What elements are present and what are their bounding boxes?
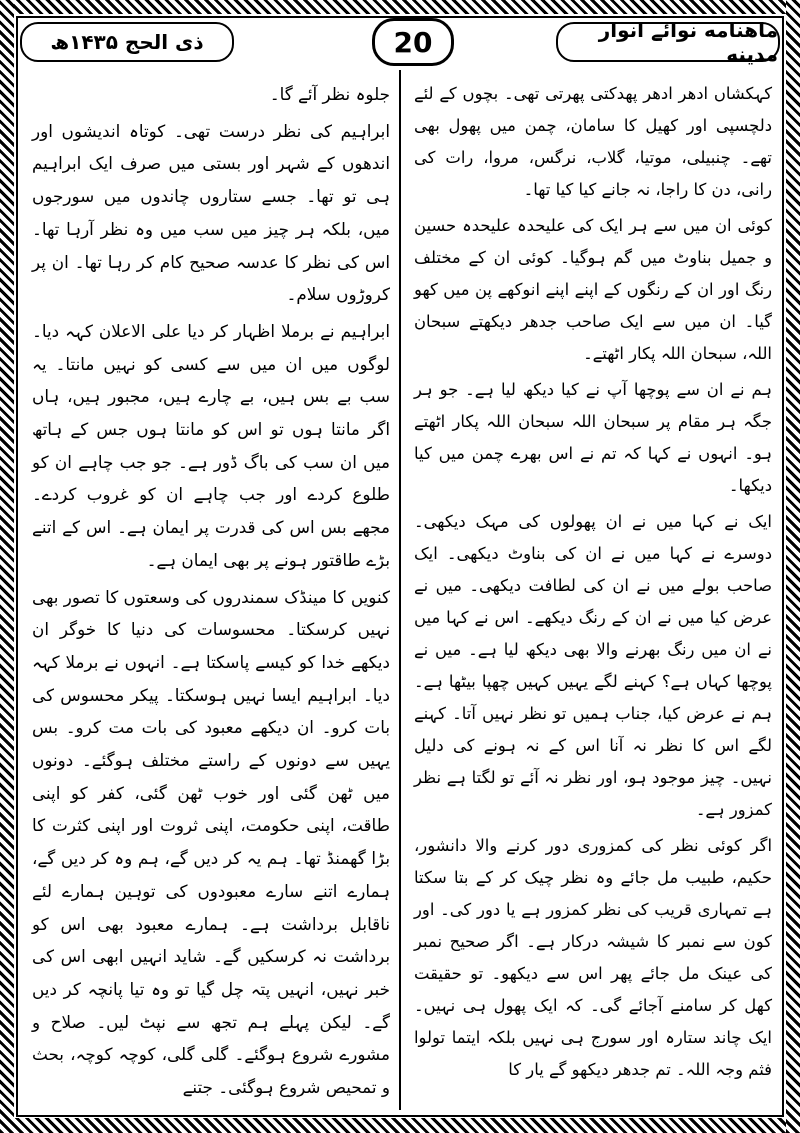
page-number: 20 bbox=[372, 18, 454, 66]
ornamental-border-left bbox=[0, 0, 14, 1133]
paragraph: ہم نے ان سے پوچھا آپ نے کیا دیکھ لیا ہے۔ جو ہر جگہ ہر مقام پر سبحان اللہ سبحان اللہ پکار اٹھتے ہو۔ انہوں نے کہا کہ تم نے اس بھرے چمن میں کیا دیکھا۔ bbox=[414, 380, 772, 495]
ornamental-border-right bbox=[786, 0, 800, 1133]
paragraph: کنویں کا مینڈک سمندروں کی وسعتوں کا تصور بھی نہیں کرسکتا۔ محسوسات کی دنیا کا خوگر ان دیکھے خدا کو کیسے پاسکتا ہے۔ انہوں نے برملا کہہ دیا۔ ابراہیم ایسا نہیں ہوسکتا۔ پیکر محسوس کی بات کرو۔ ان دیکھے معبود کی بات مت کرو۔ بس یہیں سے دونوں کے راستے مختلف ہوگئے۔ دونوں میں ٹھن گئی اور خوب ٹھن گئی، کفر کو اپنی طاقت، اپنی حکومت، اپنی ثروت اور اپنی کثرت کا بڑا گھمنڈ تھا۔ ہم یہ کر دیں گے، ہم وہ کر دیں گے، ہمارے اتنے سارے معبودوں کی توہین ہمارے لئے ناقابل برداشت ہے۔ ہمارے معبود بھی اس کو برداشت نہ کرسکیں گے۔ شاید انہیں ابھی اس کی خبر نہیں، انہیں پتہ چل گیا تو وہ تیا پانچہ کر دیں گے۔ لیکن پہلے ہم تجھ سے نپٹ لیں۔ صلاح و مشورے شروع ہوگئے۔ گلی گلی، کوچہ کوچہ، بحث و تمحیص شروع ہوگئی۔ جتنے bbox=[32, 586, 390, 1098]
paragraph: کہکشاں ادھر ادھر پھدکتی پھرتی تھی۔ بچوں کے لئے دلچسپی اور کھیل کا سامان، چمن میں پھول بھی تھے۔ چنبیلی، موتیا، گلاب، نرگس، مروا، رات کی رانی، دن کا راجا، نہ جانے کیا کیا تھا۔ bbox=[414, 84, 772, 199]
paragraph: کوئی ان میں سے ہر ایک کی علیحدہ علیحدہ حسین و جمیل بناوٹ میں گم ہوگیا۔ کوئی ان کے مختلف رنگ اور ان کے رنگوں کے اپنے اپنے انوکھے پن میں کھو گیا۔ ان میں سے ایک صاحب جدھر دیکھتے سبحان اللہ، سبحان اللہ پکار اٹھتے۔ bbox=[414, 216, 772, 363]
paragraph: اگر کوئی نظر کی کمزوری دور کرنے والا دانشور، حکیم، طبیب مل جائے وہ نظر چیک کر کے بتا سکتا ہے تمہاری قریب کی نظر کمزور ہے یا دور کی۔ اور کون سے نمبر کا شیشہ درکار ہے۔ اگر صحیح نمبر کی عینک مل جائے پھر اس سے دیکھو۔ تو حقیقت کھل کر سامنے آجائے گی۔ کہ ایک پھول ہی نہیں۔ ایک چاند ستارہ اور سورج ہی نہیں بلکہ ایتما تولوا فثم وجہ اللہ۔ تم جدھر دیکھو گے یار کا bbox=[414, 836, 772, 1079]
column-divider bbox=[399, 70, 401, 1110]
right-column bbox=[414, 78, 772, 1090]
ornamental-border-bottom bbox=[0, 1118, 800, 1133]
page-header bbox=[20, 18, 780, 64]
ornamental-border-top bbox=[0, 0, 800, 14]
paragraph: ابراہیم نے برملا اظہار کر دیا علی الاعلان کہہ دیا۔ لوگوں میں ان میں سے کسی کو نہیں مانتا۔ یہ سب بے بس ہیں، بے چارے ہیں، مجبور ہیں، ہاں اگر مانتا ہوں تو اس کو مانتا ہوں جس کے ہاتھ میں ان سب کی باگ ڈور ہے۔ جو جب چاہے ان کو طلوع کردے اور جب چاہے ان کو غروب کردے۔ مجھے بس اس کی قدرت پر ایمان ہے۔ اس کے اتنے بڑے طاقتور ہونے پر بھی ایمان ہے۔ bbox=[32, 320, 390, 570]
paragraph: جلوہ نظر آئے گا۔ bbox=[269, 84, 390, 104]
paragraph: ایک نے کہا میں نے ان پھولوں کی مہک دیکھی۔ دوسرے نے کہا میں نے ان کی بناوٹ دیکھی۔ ایک صاحب بولے میں نے ان کی لطافت دیکھی۔ میں نے عرض کیا میں نے ان کے رنگ دیکھے۔ اس نے کہا میں نے ان میں رنگ بھرنے والا بھی دیکھ لیا ہے۔ میں نے پوچھا کہاں ہے؟ کہنے لگے یہیں کہیں چھپا بیٹھا ہے۔ ہم نے عرض کیا، جناب ہمیں تو نظر نہیں آتا۔ کہنے لگے اس کا نظر نہ آنا اس کے نہ ہونے کی دلیل نہیں۔ چیز موجود ہو، اور نظر نہ آئے تو لگتا ہے نظر کمزور ہے۔ bbox=[414, 512, 772, 819]
magazine-title: ماهنامه نوائے انوار مدینه bbox=[556, 22, 780, 62]
issue-date: ذی الحج ۱۴۳۵ھ bbox=[20, 22, 234, 62]
paragraph: ابراہیم کی نظر درست تھی۔ کوتاہ اندیشوں اور اندھوں کے شہر اور بستی میں صرف ایک ابراہیم ہی تو تھا۔ جسے ستاروں چاندوں میں سورجوں میں، بلکہ ہر چیز میں سب میں وہ نظر آرہا تھا۔ اس کی نظر کا عدسہ صحیح کام کر رہا تھا۔ ان پر کروڑوں سلام۔ bbox=[32, 120, 390, 305]
left-column bbox=[32, 78, 390, 1108]
